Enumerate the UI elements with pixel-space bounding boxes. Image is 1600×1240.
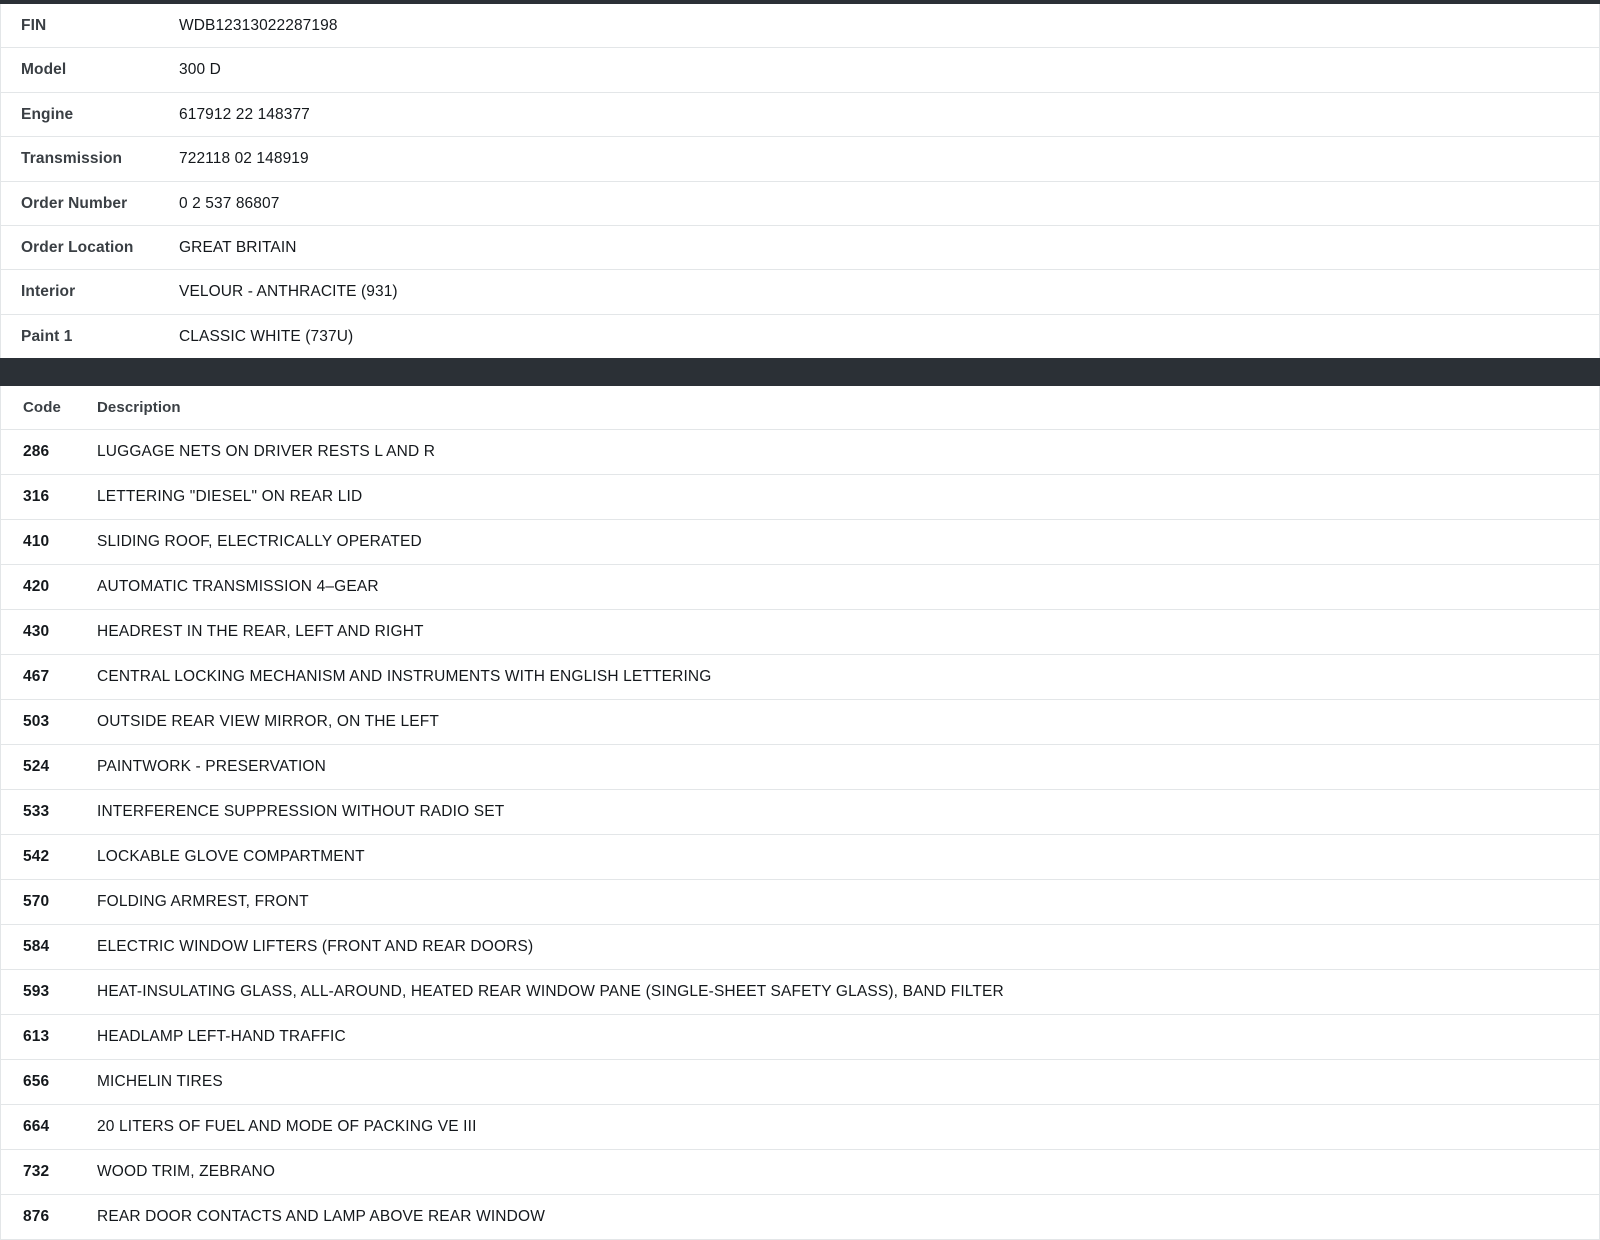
spec-row [1,4,1599,48]
option-description: OUTSIDE REAR VIEW MIRROR, ON THE LEFT [97,713,439,730]
spec-label: FIN [21,17,47,34]
option-code: 656 [23,1073,50,1090]
table-row [1,610,1599,655]
table-row [1,655,1599,700]
option-code: 533 [23,803,50,820]
option-description: REAR DOOR CONTACTS AND LAMP ABOVE REAR WINDOW [97,1208,545,1225]
option-description: MICHELIN TIRES [97,1073,223,1090]
spec-label: Order Location [21,238,134,256]
option-description: AUTOMATIC TRANSMISSION 4–GEAR [97,578,379,595]
table-row [1,925,1599,970]
table-row [1,475,1599,520]
spec-label: Paint 1 [21,327,73,345]
option-description: WOOD TRIM, ZEBRANO [97,1163,276,1180]
option-description: CENTRAL LOCKING MECHANISM AND INSTRUMENTS WITH ENGLISH LETTERING [97,668,712,685]
table-header-row [1,386,1599,430]
option-codes-body [1,430,1599,1240]
table-row [1,880,1599,925]
spec-label: Model [21,61,67,79]
section-separator-band [0,358,1600,386]
option-code: 876 [23,1208,50,1225]
table-row [1,520,1599,565]
option-codes-section [0,386,1600,1240]
option-description: INTERFERENCE SUPPRESSION WITHOUT RADIO SET [97,803,505,820]
option-code: 316 [23,488,50,505]
vehicle-spec-body [1,4,1599,358]
option-code: 584 [23,938,50,955]
spec-row [1,92,1599,136]
table-row [1,790,1599,835]
option-code: 410 [23,533,50,550]
option-code: 542 [23,848,50,865]
table-row [1,745,1599,790]
table-row [1,1015,1599,1060]
option-code: 467 [23,668,50,685]
option-codes-header [1,386,1599,430]
spec-label: Engine [21,105,74,123]
option-description: FOLDING ARMREST, FRONT [97,893,309,910]
column-header-code: Code [23,399,61,416]
spec-row [1,48,1599,92]
column-header-description: Description [97,399,181,416]
option-description: LOCKABLE GLOVE COMPARTMENT [97,848,365,865]
option-description: 20 LITERS OF FUEL AND MODE OF PACKING VE III [97,1118,477,1135]
spec-row [1,137,1599,181]
option-code: 286 [23,443,50,460]
option-codes-table [1,386,1599,1240]
option-description: PAINTWORK - PRESERVATION [97,758,326,775]
table-row [1,1195,1599,1240]
option-code: 570 [23,893,50,910]
spec-row [1,314,1599,358]
option-description: ELECTRIC WINDOW LIFTERS (FRONT AND REAR DOORS) [97,938,534,955]
option-description: LETTERING "DIESEL" ON REAR LID [97,488,363,505]
spec-label: Interior [21,283,76,301]
spec-value: 722118 02 148919 [179,150,309,168]
option-description: SLIDING ROOF, ELECTRICALLY OPERATED [97,533,422,550]
option-description: LUGGAGE NETS ON DRIVER RESTS L AND R [97,443,436,460]
option-code: 593 [23,983,50,1000]
spec-label: Transmission [21,150,123,168]
spec-row [1,181,1599,225]
spec-value: CLASSIC WHITE (737U) [179,327,354,345]
table-row [1,1060,1599,1105]
option-description: HEADLAMP LEFT-HAND TRAFFIC [97,1028,346,1045]
spec-value: WDB12313022287198 [179,17,338,34]
table-row [1,1105,1599,1150]
table-row [1,970,1599,1015]
spec-value: 617912 22 148377 [179,105,310,123]
table-row [1,430,1599,475]
spec-row [1,225,1599,269]
table-row [1,835,1599,880]
option-code: 503 [23,713,50,730]
table-row [1,565,1599,610]
table-row [1,700,1599,745]
spec-value: VELOUR - ANTHRACITE (931) [179,283,398,301]
option-description: HEADREST IN THE REAR, LEFT AND RIGHT [97,623,424,640]
option-code: 420 [23,578,50,595]
spec-value: 300 D [179,61,221,79]
table-row [1,1150,1599,1195]
vehicle-spec-section [0,4,1600,358]
spec-value: 0 2 537 86807 [179,194,280,212]
option-description: HEAT-INSULATING GLASS, ALL-AROUND, HEATED REAR WINDOW PANE (SINGLE-SHEET SAFETY GLASS), BAND FILTER [97,983,1004,1000]
option-code: 430 [23,623,50,640]
option-code: 732 [23,1163,50,1180]
spec-label: Order Number [21,194,128,212]
option-code: 664 [23,1118,50,1135]
option-code: 524 [23,758,50,775]
spec-value: GREAT BRITAIN [179,238,297,256]
spec-row [1,270,1599,314]
vehicle-spec-table [1,4,1599,358]
option-code: 613 [23,1028,50,1045]
